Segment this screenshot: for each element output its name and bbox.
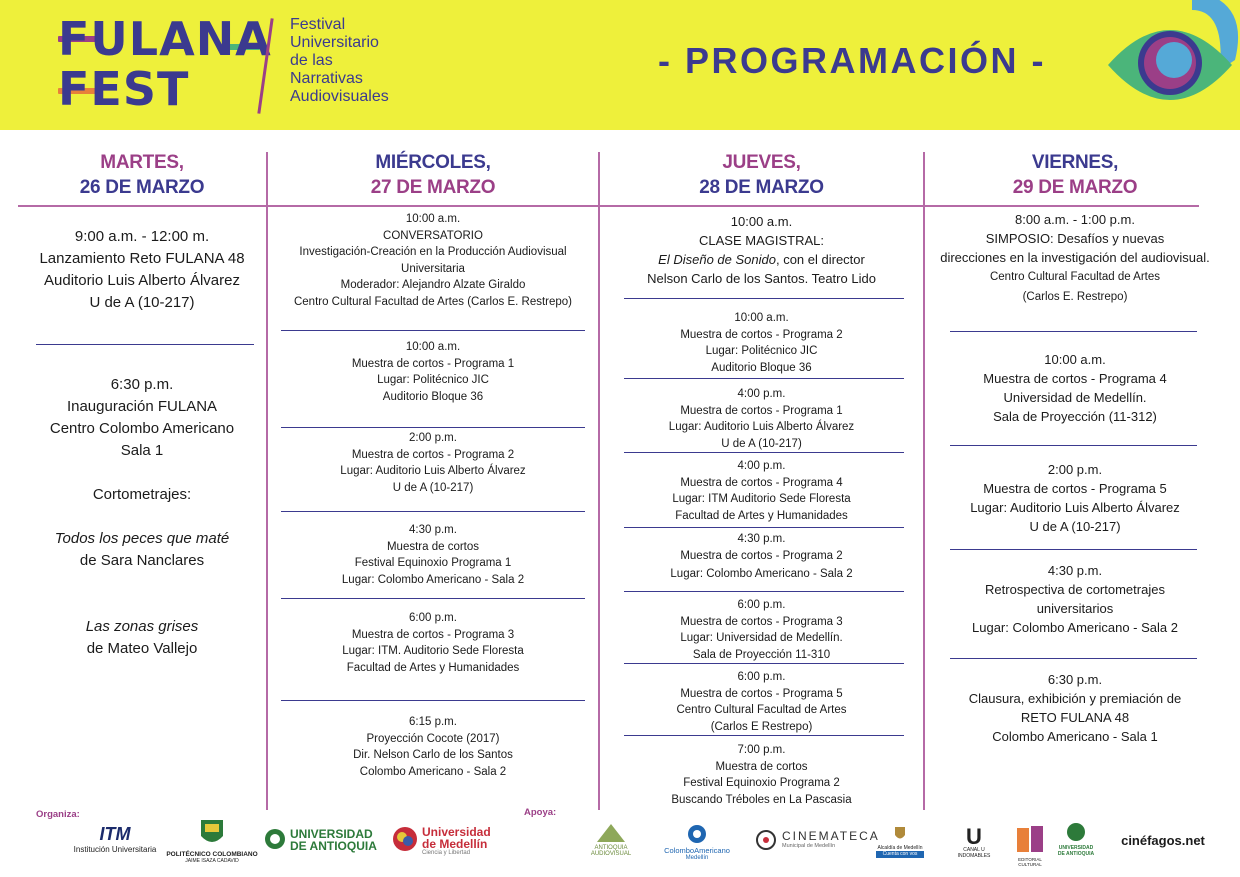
event-divider — [624, 298, 904, 299]
event-time: 10:00 a.m. — [730, 214, 793, 229]
event-line: Lugar: Auditorio Luis Alberto Álvarez — [668, 421, 855, 433]
event-time: 10:00 a.m. — [734, 312, 789, 324]
film-title: Todos los peces que maté — [54, 530, 230, 547]
page-title: - PROGRAMACIÓN - — [658, 40, 1046, 81]
event-line: (Carlos E. Restrepo) — [1022, 291, 1128, 303]
event-block — [600, 742, 923, 808]
day-date: 28 DE MARZO — [699, 177, 824, 198]
event-block — [600, 531, 923, 583]
udem-emblem-icon — [392, 826, 418, 852]
event-line: Buscando Tréboles en La Pascasia — [671, 793, 852, 806]
cinemateca-logo — [756, 829, 880, 849]
udem-logo — [392, 826, 502, 857]
event-line: Muestra de cortos - Programa 1 — [680, 404, 843, 417]
event-divider — [281, 427, 585, 428]
film-director: de Sara Nanclares — [79, 552, 205, 569]
antioquia-line2: AUDIOVISUAL — [590, 851, 632, 857]
event-line: Muestra de cortos - Programa 3 — [680, 615, 843, 628]
event-time: 4:30 p.m. — [1047, 563, 1103, 578]
event-line: Lugar: Universidad de Medellín. — [680, 632, 843, 644]
event-line: Facultad de Artes y Humanidades — [346, 661, 520, 674]
cinefagos-logo — [1108, 834, 1218, 848]
event-block — [18, 484, 266, 506]
day-name: VIERNES, — [1031, 152, 1119, 173]
event-line: U de A (10-217) — [392, 481, 474, 494]
event-line: direcciones en la investigación del audiovisual. — [940, 250, 1210, 265]
day-heading — [268, 130, 598, 206]
event-line: Lugar: Politécnico JIC — [377, 374, 489, 386]
colombo-americano-logo — [656, 824, 738, 862]
event-divider — [624, 527, 904, 528]
event-line: Colombo Americano - Sala 2 — [359, 765, 507, 778]
editorial-line2: CULTURAL — [1018, 862, 1042, 867]
day-name: MARTES, — [100, 152, 184, 173]
fulana-fest-logo — [58, 14, 278, 114]
day-column-miercoles — [268, 130, 598, 778]
event-line: Lugar: Colombo Americano - Sala 2 — [341, 573, 525, 586]
day-column-jueves — [600, 130, 923, 806]
event-line: Muestra de cortos - Programa 2 — [351, 448, 515, 461]
event-line: Investigación-Creación en la Producción Audiovisual — [299, 246, 567, 258]
event-block — [600, 669, 923, 735]
event-line: Lanzamiento Reto FULANA 48 — [39, 250, 245, 267]
subtitle-line: Universitario — [290, 34, 379, 51]
event-line: Auditorio Luis Alberto Álvarez — [44, 272, 240, 289]
event-divider — [624, 452, 904, 453]
event-divider — [624, 591, 904, 592]
day-date: 29 DE MARZO — [1012, 177, 1138, 198]
colombo-line2: Medellín — [685, 855, 709, 861]
editorial-line1: EDITORIAL — [1018, 857, 1042, 862]
event-divider — [281, 511, 585, 512]
event-divider — [281, 598, 585, 599]
event-block — [600, 212, 923, 288]
udea-shield-icon — [264, 828, 286, 850]
event-line: Retrospectiva de cortometrajes — [985, 582, 1165, 597]
eye-icon — [1100, 0, 1240, 130]
event-time: 4:00 p.m. — [737, 460, 786, 472]
header-band — [0, 0, 1240, 130]
event-divider — [281, 700, 585, 701]
event-divider — [950, 331, 1197, 332]
event-time: 6:00 p.m. — [409, 612, 457, 624]
event-block — [600, 597, 923, 663]
day-column-viernes — [925, 130, 1225, 744]
editorial-emblem-icon — [1015, 824, 1045, 854]
subtitle-line: Narrativas — [290, 70, 363, 87]
politecnico-sub: JAIME ISAZA CADAVID — [185, 858, 239, 864]
event-block — [268, 714, 598, 780]
day-name: MIÉRCOLES, — [375, 152, 491, 173]
organiza-label: Organiza: — [36, 809, 80, 820]
event-line: Muestra de cortos - Programa 3 — [351, 628, 515, 641]
canal-u-mark: U — [966, 824, 982, 849]
canal-u-logo — [952, 826, 996, 859]
event-line: Muestra de cortos — [715, 760, 808, 773]
event-line: Centro Cultural Facultad de Artes (Carlos E. Restrepo) — [293, 295, 573, 308]
event-line: Sala de Proyección (11-312) — [993, 409, 1157, 424]
subtitle-line: Festival — [290, 16, 346, 33]
antioquia-line1: ANTIOQUIA — [594, 845, 628, 851]
event-line: Inauguración FULANA — [66, 398, 218, 415]
event-divider — [624, 735, 904, 736]
event-line: Universitaria — [401, 262, 465, 275]
day-column-martes — [18, 130, 266, 657]
event-block — [268, 430, 598, 496]
event-time: 6:00 p.m. — [737, 671, 786, 683]
antioquia-audiovisual-logo — [585, 824, 637, 857]
event-block — [925, 460, 1225, 536]
event-line: Muestra de cortos - Programa 2 — [680, 549, 843, 562]
event-line: Centro Cultural Facultad de Artes — [676, 704, 847, 716]
event-line: Centro Cultural Facultad de Artes — [989, 271, 1161, 283]
editorial-logo — [1010, 824, 1050, 867]
itm-logo — [70, 824, 160, 855]
talk-title: El Diseño de Sonido — [658, 252, 776, 267]
event-line: SIMPOSIO: Desafíos y nuevas — [985, 231, 1165, 246]
event-line: Auditorio Bloque 36 — [382, 390, 484, 403]
politecnico-logo — [166, 818, 258, 864]
day-date: 27 DE MARZO — [370, 177, 496, 198]
cinefagos-name: cinéfagos.net — [1121, 833, 1205, 848]
event-line: Lugar: Auditorio Luis Alberto Álvarez — [340, 465, 526, 477]
event-line: Lugar: ITM. Auditorio Sede Floresta — [342, 645, 524, 657]
event-line: Cortometrajes: — [92, 486, 192, 503]
event-block — [268, 211, 598, 310]
film-entry — [18, 616, 266, 660]
event-line: Muestra de cortos - Programa 1 — [351, 357, 515, 370]
event-line: U de A (10-217) — [721, 437, 802, 450]
event-divider — [36, 344, 254, 345]
event-line: Colombo Americano - Sala 1 — [992, 729, 1158, 744]
event-line: Muestra de cortos - Programa 2 — [680, 328, 843, 341]
ua2-line2: DE ANTIOQUIA — [1057, 851, 1095, 857]
film-entry — [18, 528, 266, 572]
event-block — [18, 226, 266, 314]
event-block — [925, 561, 1225, 637]
day-date: 26 DE MARZO — [79, 177, 205, 198]
colombo-line1: ColomboAmericano — [664, 846, 730, 855]
event-line: Muestra de cortos — [386, 540, 480, 553]
event-line: Moderador: Alejandro Alzate Giraldo — [340, 279, 526, 291]
event-line: Universidad de Medellín. — [1003, 390, 1147, 405]
canal-u-line2: INDOMABLES — [957, 853, 991, 859]
event-block — [600, 458, 923, 524]
canal-u-line1: CANAL U — [963, 847, 985, 853]
udea-logo — [264, 828, 382, 852]
event-line — [600, 250, 923, 269]
politecnico-name: POLITÉCNICO COLOMBIANO — [166, 851, 258, 858]
event-block — [268, 339, 598, 405]
event-block — [600, 310, 923, 376]
event-line: Clausura, exhibición y premiación de — [968, 691, 1182, 706]
udem-sub: Ciencia y Libertad — [422, 850, 471, 856]
event-time: 9:00 a.m. - 12:00 m. — [74, 228, 210, 245]
event-line: Centro Colombo Americano — [49, 420, 235, 437]
event-line: Facultad de Artes y Humanidades — [675, 509, 848, 522]
day-heading — [18, 130, 266, 206]
universidad-antioquia-secondary-logo — [1052, 822, 1100, 857]
event-time: 6:15 p.m. — [409, 716, 457, 728]
event-line: Muestra de cortos - Programa 4 — [680, 476, 843, 489]
itm-mark: ITM — [99, 824, 131, 844]
alcaldia-line1: Alcaldía de Medellín — [877, 845, 923, 851]
event-line: U de A (10-217) — [1029, 519, 1121, 534]
event-divider — [624, 378, 904, 379]
talk-rest: , con el director — [775, 252, 865, 267]
event-block — [925, 350, 1225, 426]
event-time: 10:00 a.m. — [1044, 352, 1106, 367]
cinemateca-line1: CINEMATECA — [782, 829, 880, 843]
logo-word-fest: FEST — [58, 62, 190, 116]
event-line: Festival Equinoxio Programa 2 — [683, 777, 840, 789]
apoya-label: Apoya: — [524, 807, 557, 818]
event-block — [600, 386, 923, 452]
event-line: RETO FULANA 48 — [1020, 710, 1130, 725]
event-line: CLASE MAGISTRAL: — [699, 233, 824, 248]
event-line: Lugar: Politécnico JIC — [705, 345, 818, 357]
udem-line2: de Medellín — [422, 837, 488, 851]
event-divider — [950, 658, 1197, 659]
event-line: U de A (10-217) — [89, 294, 195, 311]
udea-line2: DE ANTIOQUIA — [290, 839, 377, 853]
udem-line1: Universidad — [422, 825, 491, 839]
event-divider — [950, 549, 1197, 550]
event-divider — [950, 445, 1197, 446]
event-line: Sala de Proyección 11-310 — [692, 648, 831, 661]
day-heading — [925, 130, 1225, 206]
alcaldia-line2: Cuenta con vos — [876, 851, 924, 858]
event-line: Muestra de cortos - Programa 5 — [983, 481, 1167, 496]
event-block — [925, 670, 1225, 746]
event-line: Sala 1 — [120, 442, 164, 459]
event-line: Muestra de cortos - Programa 5 — [680, 687, 843, 700]
event-time: 6:30 p.m. — [110, 376, 174, 393]
event-time: 4:00 p.m. — [737, 388, 786, 400]
udea-line1: UNIVERSIDAD — [290, 827, 373, 841]
festival-subtitle — [290, 16, 440, 106]
event-time: 6:30 p.m. — [1047, 672, 1103, 687]
film-reel-icon — [756, 830, 776, 850]
event-time: 7:00 p.m. — [737, 744, 786, 756]
event-line: Proyección Cocote (2017) — [366, 732, 500, 745]
coat-of-arms-icon — [894, 826, 906, 842]
event-line: Festival Equinoxio Programa 1 — [354, 557, 512, 569]
event-line: Lugar: ITM Auditorio Sede Floresta — [672, 493, 851, 505]
event-time: 4:30 p.m. — [409, 524, 457, 536]
logo-word-fulana: FULANA — [58, 12, 272, 66]
universidad-shield-icon — [1066, 822, 1086, 842]
event-line: Auditorio Bloque 36 — [711, 361, 812, 374]
event-block — [268, 610, 598, 676]
event-divider — [624, 663, 904, 664]
event-time: 6:00 p.m. — [737, 599, 786, 611]
event-block — [268, 522, 598, 588]
event-line: Lugar: Colombo Americano - Sala 2 — [972, 620, 1178, 635]
event-line: CONVERSATORIO — [383, 229, 483, 242]
cinemateca-line2: Municipal de Medellín — [782, 843, 836, 849]
film-title: Las zonas grises — [85, 618, 199, 635]
event-line: (Carlos E Restrepo) — [710, 720, 813, 733]
event-line: Dir. Nelson Carlo de los Santos — [353, 749, 513, 761]
film-director: de Mateo Vallejo — [86, 640, 198, 657]
subtitle-line: de las — [290, 52, 333, 69]
event-time: 10:00 a.m. — [405, 213, 461, 225]
ua2-line1: UNIVERSIDAD — [1058, 845, 1094, 851]
itm-name: Institución Universitaria — [73, 845, 157, 854]
day-heading — [600, 130, 923, 206]
event-time: 10:00 a.m. — [405, 341, 461, 353]
mountain-icon — [597, 824, 625, 842]
event-line: Lugar: Auditorio Luis Alberto Álvarez — [970, 500, 1180, 515]
event-time: 4:30 p.m. — [737, 533, 786, 545]
alcaldia-logo — [876, 826, 924, 858]
event-time: 2:00 p.m. — [409, 432, 457, 444]
event-line: Nelson Carlo de los Santos. Teatro Lido — [647, 271, 876, 286]
event-block — [18, 374, 266, 462]
event-line: Lugar: Colombo Americano - Sala 2 — [670, 568, 853, 580]
day-name: JUEVES, — [722, 152, 801, 173]
event-block — [925, 210, 1225, 307]
event-line: universitarios — [1036, 601, 1114, 616]
event-time: 8:00 a.m. - 1:00 p.m. — [1015, 212, 1135, 227]
event-divider — [281, 330, 585, 331]
event-time: 2:00 p.m. — [1047, 462, 1103, 477]
event-line: Muestra de cortos - Programa 4 — [983, 371, 1167, 386]
shield-icon — [199, 818, 225, 848]
subtitle-line: Audiovisuales — [290, 88, 389, 105]
colombo-icon — [687, 824, 707, 844]
